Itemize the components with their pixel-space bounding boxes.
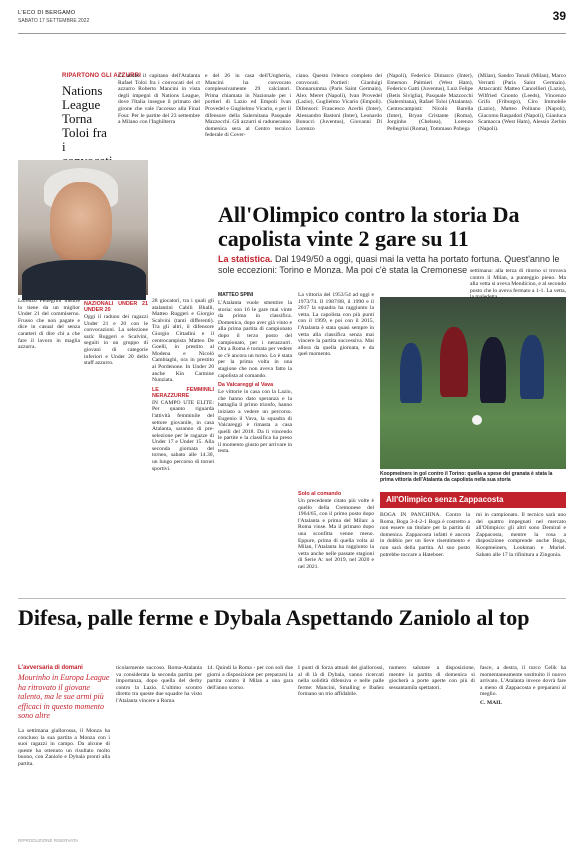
- bottom-column-5: numero salutare a disposizione, mentre la partita di domenica si giocherà a porte aperte con più di sessantamila spettatori.: [389, 665, 475, 691]
- main-column-1: [218, 292, 292, 590]
- sidebar-title: Nations League Torna Toloi fra i: [62, 83, 107, 154]
- bottom-column-1: La settimana giallorossa, il Monza ha concluso la sua partita a Monza con i suoi ragazzi in campo. Da alcune di queste ha ottenuto un risultato molto buono, con Zaniolo e Dybala pronti alla partita.: [18, 728, 110, 767]
- sidebar-column-1: Ci anche il capitano dell'Atalanta Rafael Toloi fra i convocati del ct azzurro Roberto Mancini in vista degli impegni di Nations League, dove l'Italia insegue il primato del girone che vale l'accesso alla Final Four. Per le partite del 23 settembre a Milano con l'Inghilterra: [118, 73, 200, 126]
- bottom-lede: [18, 665, 110, 721]
- sidebar-mid-body: 28 giocatori, tra i quali gli atalantini Cabili Bhalli, Matteo Ruggeri e Giorgio Scalvini (tanti differenti). Tra gli altri, il difensore Giorgio Cittadini e il centrocampista Matteo De Goelli, in prestito al Modena e Nicolò Cambiaghi, ora in prestito al Pordenone. In Under 20 anche Kin Carmine Nunziata.: [152, 298, 214, 384]
- portrait-face: [50, 182, 112, 264]
- signature: C. MAIL: [480, 699, 503, 706]
- sub-heading-valcareggi: Da Valcareggi al Vava: [218, 382, 274, 389]
- nazionale-text: [84, 298, 148, 448]
- player-figure: [520, 335, 544, 399]
- football: [472, 415, 482, 425]
- bottom-column-4: I punti di forza attuali dei giallorossi, al di là di Dybala, vanno ricercati nella solidità difensiva e nelle palle ferme: Mancini, Smalling e Ibañez formano un trio affidabile.: [298, 665, 384, 698]
- main-column-2: La vittoria del 1953/54 ad oggi e 1973/74. Il 1987/88, il 1990 e il 2017 la squadra ha raggiunto la vetta. La capolista con più punti con il 1999, e poi con il 2015, l'Atalanta è stata quasi sempre in vetta alla classifica senza mai vincere la partita successiva. Mai allora da quella giornata, e da quel momento.: [298, 292, 374, 358]
- byline: MATTEO SPINI: [218, 292, 254, 298]
- portrait-photo: [18, 160, 148, 295]
- sidebar-mid-column: [152, 298, 214, 472]
- portrait-jacket: [22, 260, 146, 300]
- main-col3b-body: Un precedente citato più volte è quello della Cremonese del 1964/65, con il primo posto dopo l'Atalanta e prima del Milan: a Roma vinse. Ma il primato dopo una sconfitta venne meno. Eppure, prima di quella volta al Milan, l'Atalanta ha raggiunto la vetta anche nelle passate stagioni di Serie A: nel 2019, nel 2020 e nel 2021.: [298, 498, 374, 570]
- bottom-column-6: [480, 665, 566, 825]
- sidebar-column-5: (Milan), Sandro Tonali (Milan), Marco Verratti (Paris Saint Germain). Attaccanti: Matteo Cancellieri (Lazio), Wilfried Gnonto (Leeds), Vincenzo Grifo (Friburgo), Ciro Immobile (Lazio), Matteo Politano (Napoli), Giacomo Raspadori (Napoli), Gianluca Scamacca (West Ham), Alessio Zerbin (Napoli).: [478, 73, 566, 132]
- footer-note: RIPRODUZIONE RISERVATA: [18, 838, 79, 843]
- player-figure: [480, 337, 506, 403]
- match-photo-caption: Koopmeiners in gol contro il Torino: quella a spese dei granata è stata la prima vittoria dell'Atalanta da capolista nella sua storia: [380, 471, 553, 483]
- nazionale-body: Oggi il raduno dei ragazzi Under 21 e 20 con le convocazioni. La selezione sarà: Ruggeri e Scalvini, seguiti in un gruppo di giovani di categorie inferiori e Under 20 dello staff azzurro.: [84, 314, 148, 367]
- section-divider: [18, 598, 566, 599]
- bottom-column-2: ticolarmente succoso. Roma-Atalanta va considerata la seconda partita per importanza, dopo quella del derby contro la Lazio. L'ultimo scontro diretto tra queste due squadre ha visto l'Atalanta vincere a Roma.: [116, 665, 202, 704]
- main-title: All'Olimpico contro la storia Da capolista vinte 2 gare su 11: [218, 202, 520, 251]
- publication-name: L'ECO DI BERGAMO: [18, 10, 76, 16]
- page-number: 39: [552, 9, 566, 23]
- player-figure: [440, 327, 468, 397]
- standfirst-text: Dal 1949/50 a oggi, quasi mai la vetta ha portato fortuna. Quest'anno le sole eccezioni: Torino e Monza. Ma poi c'è stata la Cremonese: [218, 254, 560, 275]
- sidebar-column-4: (Napoli), Federico Dimarco (Inter), Emerson Palmieri (West Ham), Federico Gatti (Juventus), Luiz Felipe (Betis Siviglia), Pasquale Mazzocchi (Salernitana), Rafael Toloi (Atalanta). Centrocampisti: Nicolò Barella (Inter), Bryan Cristante (Roma), Jorginho (Chelsea), Lorenzo Pellegrini (Roma), Tommaso Pobega: [387, 73, 473, 132]
- lede-text: Mourinho in Europa League ha ritrovato il giovane talento, ma le sue armi più efficaci in questo momento sono altre: [18, 673, 110, 720]
- match-photo: [380, 297, 566, 469]
- main-column-3: [298, 488, 374, 590]
- box-column-1: BOGA IN PANCHINA. Contro la Roma, Boga 3-4-2-1 Boga è costretto a non essere un titolare per la partita di domenica. Zappacosta infatti è ancora in dubbio per un lieve risentimento e non sarà della partita. Al suo posto potrebbe toccare a Hateboer.: [380, 512, 470, 558]
- femminili-body: IN CAMPO UTE ELITE: Per quanto riguarda l'attività femminile del settore giovanile, in casa Atalanta, saranno di pre-selezione per le ragazze di Under 17 e Under 15. Alla seconda giornata del torneo, sabato alle 14.30, un lungo percorso di tornei sportivi.: [152, 399, 214, 472]
- sidebar-column-3: ciano. Questo l'elenco completo dei convocati. Portieri: Gianluigi Donnarumma (Paris Saint Germain), Alex Meret (Napoli), Ivan Provedel (Lazio), Guglielmo Vicario (Empoli). Difensori: Francesco Acerbi (Inter), Alessandro Bastoni (Inter), Leonardo Bonucci (Juventus), Giovanni Di Lorenzo: [296, 73, 382, 132]
- femminili-kicker: LE FEMMINILI NERAZZURRE: [152, 386, 214, 399]
- photo-story-text: Lorenzo Pellegrini mentre lo tiene da un miglior Under 21 del commiserno. Frusso che non pagate e dice in casual del senza caratteri di dire chi a che fare il lavoro in maglia azzurra.: [18, 298, 80, 351]
- box-column-2: mi in campionato. Il tecnico sarà uno dei quattro impegnati nel mercato all'Olimpico: gli altri sono Demiral e Zappacosta, mentre la rosa a disposizione comprende anche Boga, Koopmeiners, Lookman e Muriel. Sabato alle 17 la rifinitura a Zingonia.: [476, 512, 566, 558]
- main-col1-body: L'Atalanta vuole smentire la storia: son 16 le gare mai vinte da prima in classifica. Domenica, dopo aver già vinto e alla prima partita di campionato dopo il terzo posto del campionato, per i nerazzurri. Ora a Roma è tornata per vedere se c'è ancora un turno. Lo è stata per la prima volta in una stagione che non aveva fatto la capolista al comando.: [218, 300, 292, 379]
- sidebar-kicker: RIPARTONO GLI AZZURRI: [62, 73, 142, 79]
- main-col1b-body: Le vittorie in casa con la Lazio, che hanno dato speranza e la battaglia il primo trionfo, hanno iniziato a vedere un percorso. Eugenio il Vava, la squadra di Valcareggi è rimasta a casa quelli del 2018. Da lì vincendo le partite e la classifica ha preso il momento giusto per arrivare in testa.: [218, 389, 292, 455]
- sub-heading-solo: Solo al comando: [298, 491, 342, 497]
- bottom-col6-body: fasce, a destra, il turco Celik ha momentaneamente sostituito il nuovo arrivato. L'Atalanta invece dovrà fare a meno di Zappacosta e prepararsi al meglio.: [480, 665, 566, 698]
- box-title: All'Olimpico senza Zappacosta: [380, 492, 566, 508]
- standfirst-kicker: La statistica.: [218, 254, 273, 264]
- sidebar-column-2: e del 26 in casa dell'Ungheria, Mancini ha convocato complessivamente 29 calciatori. Prima chiamata in Nazionale per i portieri di Lazio ed Empoli Ivan Provedel e Guglielmo Vicario, e per il difensore della Salernitana Pasquale Mazzocchi. Gli azzurri si raduneranno domenica sera al Centro tecnico federale di Cover-: [205, 73, 291, 139]
- bottom-column-3: 14. Quindi la Roma - per con soli due giorni a disposizione per prepararsi la partita contro il Milan a una gara dell'anno scorso.: [207, 665, 293, 691]
- lede-kicker: L'avversaria di domani: [18, 665, 83, 671]
- nazionale-kicker: NAZIONALI UNDER 21 UNDER 20: [84, 301, 148, 313]
- publication-date: SABATO 17 SETTEMBRE 2022: [18, 18, 90, 24]
- bottom-title: Difesa, palle ferme e Dybala Aspettando Zaniolo al top: [18, 605, 530, 630]
- player-figure: [400, 343, 422, 403]
- page-header: [18, 8, 566, 34]
- main-column-3-top: settimana: alla terza di ritorno si trovava contro il Milan, a punteggio pieno. Ma alla vetta si aveva Mendicino, e al secondo posto che lo aveva fermato a 1-1. La vetta, la maledetta.: [470, 268, 566, 301]
